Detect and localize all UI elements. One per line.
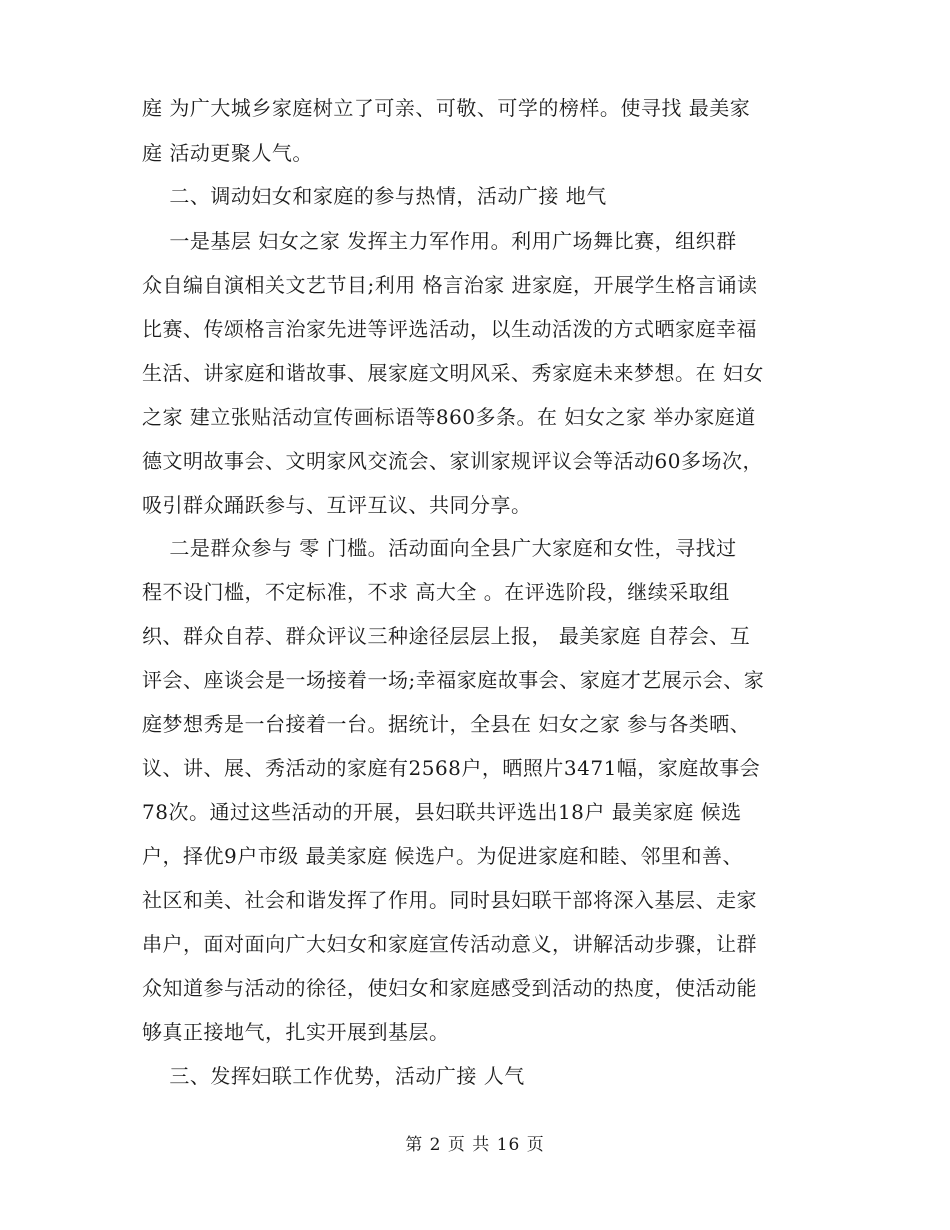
page-number-footer: 第 2 页 共 16 页: [405, 1135, 545, 1155]
text-line: 二是群众参与 零 门槛。活动面向全县广大家庭和女性，寻找过: [142, 536, 737, 560]
text-line: 德文明故事会、文明家风交流会、家训家规评议会等活动60多场次，: [142, 449, 763, 473]
text-line: 庭 活动更聚人气。: [142, 141, 313, 165]
text-line: 生活、讲家庭和谐故事、展家庭文明风采、秀家庭未来梦想。在 妇女: [142, 361, 764, 385]
text-line: 程不设门槛，不定标准，不求 高大全 。在评选阶段，继续采取组: [142, 580, 730, 604]
text-line: 议、讲、展、秀活动的家庭有2568户，晒照片3471幅，家庭故事会: [142, 756, 761, 780]
section-heading: 二、调动妇女和家庭的参与热情，活动广接 地气: [142, 184, 607, 208]
text-line: 织、群众自荐、群众评议三种途径层层上报， 最美家庭 自荐会、互: [142, 624, 751, 648]
text-line: 评会、座谈会是一场接着一场;幸福家庭故事会、家庭才艺展示会、家: [142, 668, 765, 692]
text-line: 78次。通过这些活动的开展，县妇联共评选出18户 最美家庭 候选: [142, 800, 742, 824]
text-line: 社区和美、社会和谐发挥了作用。同时县妇联干部将深入基层、走家: [142, 888, 757, 912]
text-line: 庭梦想秀是一台接着一台。据统计，全县在 妇女之家 参与各类晒、: [142, 712, 751, 736]
text-line: 庭 为广大城乡家庭树立了可亲、可敬、可学的榜样。使寻找 最美家: [142, 96, 751, 120]
text-line: 够真正接地气，扎实开展到基层。: [142, 1020, 450, 1044]
text-line: 比赛、传颂格言治家先进等评选活动，以生动活泼的方式晒家庭幸福: [142, 317, 757, 341]
text-line: 户，择优9户市级 最美家庭 候选户。为促进家庭和睦、邻里和善、: [142, 844, 743, 868]
section-heading: 三、发挥妇联工作优势，活动广接 人气: [142, 1064, 525, 1088]
text-line: 串户，面对面向广大妇女和家庭宣传活动意义，讲解活动步骤，让群: [142, 932, 757, 956]
text-line: 众自编自演相关文艺节目;利用 格言治家 进家庭，开展学生格言诵读: [142, 273, 758, 297]
text-line: 之家 建立张贴活动宣传画标语等860多条。在 妇女之家 举办家庭道: [142, 405, 756, 429]
text-line: 一是基层 妇女之家 发挥主力军作用。利用广场舞比赛，组织群: [142, 229, 737, 253]
text-line: 吸引群众踊跃参与、互评互议、共同分享。: [142, 493, 532, 517]
text-line: 众知道参与活动的徐径，使妇女和家庭感受到活动的热度，使活动能: [142, 976, 757, 1000]
